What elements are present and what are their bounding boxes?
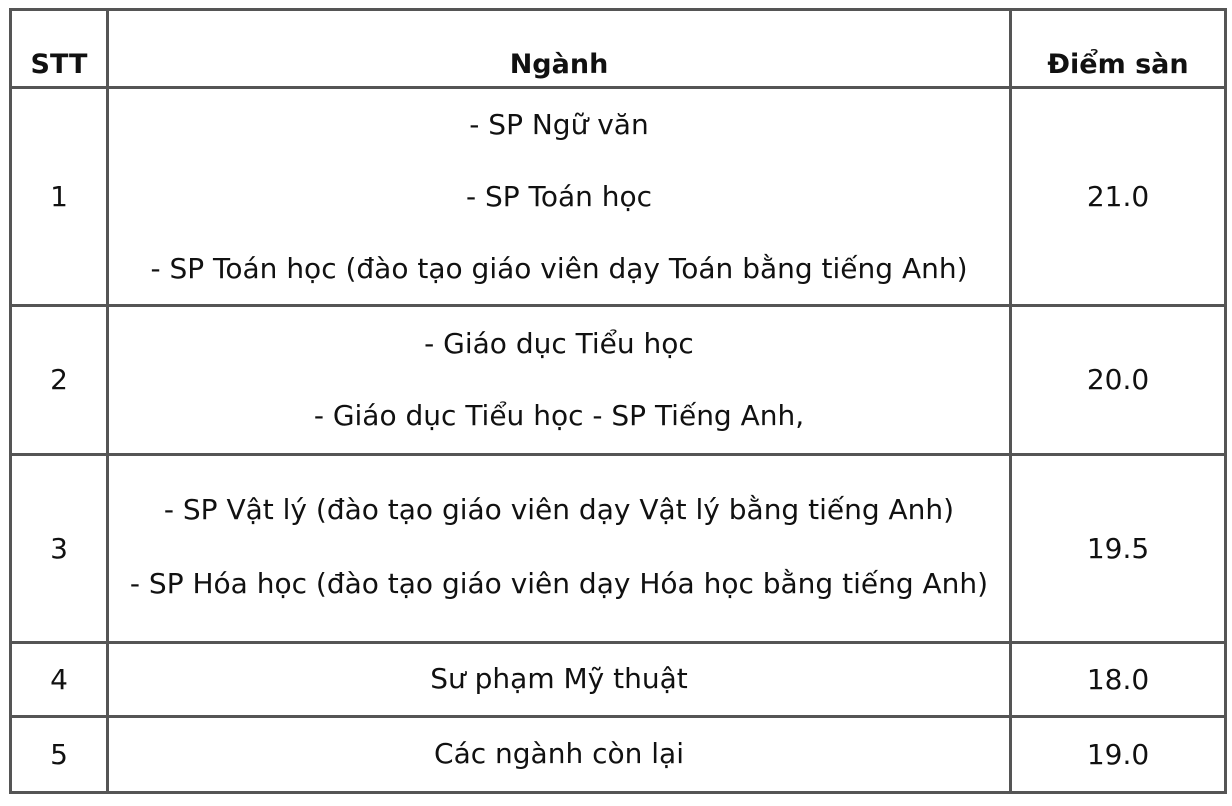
- stt-cell: 5: [11, 716, 108, 792]
- table-row: [11, 306, 1226, 454]
- stt-cell: 1: [11, 88, 108, 306]
- diem-cell: 19.0: [1011, 716, 1226, 792]
- table-row: [11, 716, 1226, 792]
- table-row: [11, 454, 1226, 642]
- diem-cell: 18.0: [1011, 642, 1226, 716]
- nganh-line: - Giáo dục Tiểu học: [424, 326, 694, 360]
- stt-cell: 4: [11, 642, 108, 716]
- header-row: [11, 10, 1226, 88]
- nganh-line: - SP Toán học (đào tạo giáo viên dạy Toán bằng tiếng Anh): [150, 251, 968, 285]
- header-stt: STT: [11, 10, 108, 88]
- diem-cell: 20.0: [1011, 306, 1226, 454]
- nganh-line: - SP Hóa học (đào tạo giáo viên dạy Hóa học bằng tiếng Anh): [129, 567, 989, 601]
- nganh-line: - SP Ngữ văn: [469, 107, 649, 141]
- nganh-line: Sư phạm Mỹ thuật: [430, 662, 688, 696]
- stt-cell: 3: [11, 454, 108, 642]
- diem-cell: 19.5: [1011, 454, 1226, 642]
- nganh-line: - Giáo dục Tiểu học - SP Tiếng Anh,: [313, 398, 805, 432]
- nganh-cell: [108, 306, 1011, 454]
- header-diem: Điểm sàn: [1011, 10, 1226, 88]
- nganh-cell: [108, 88, 1011, 306]
- stt-cell: 2: [11, 306, 108, 454]
- nganh-cell: [108, 642, 1011, 716]
- table-row: [11, 88, 1226, 306]
- nganh-cell: [108, 454, 1011, 642]
- table-row: [11, 642, 1226, 716]
- nganh-cell: [108, 716, 1011, 792]
- nganh-line: - SP Toán học: [465, 179, 653, 213]
- nganh-line: Các ngành còn lại: [434, 737, 684, 771]
- header-nganh: Ngành: [108, 10, 1011, 88]
- score-table: [9, 8, 1227, 794]
- nganh-line: - SP Vật lý (đào tạo giáo viên dạy Vật lý bằng tiếng Anh): [163, 493, 955, 527]
- diem-cell: 21.0: [1011, 88, 1226, 306]
